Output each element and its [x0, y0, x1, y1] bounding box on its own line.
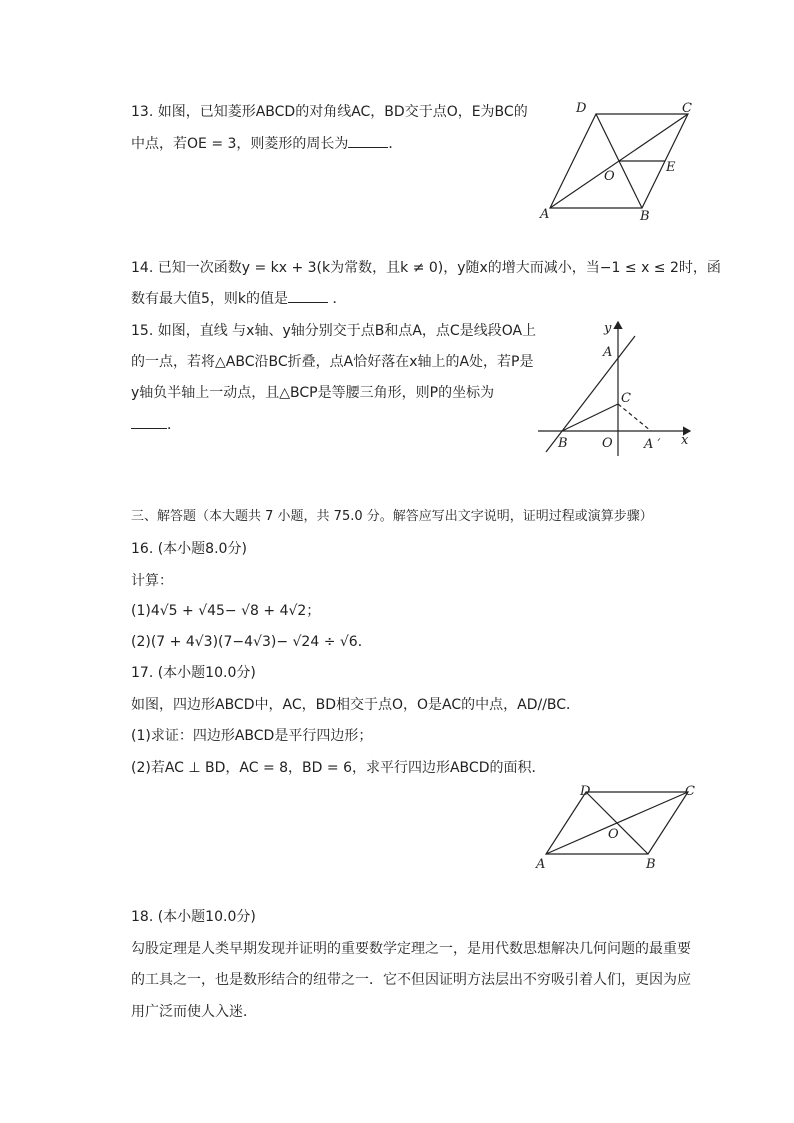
- q13-line2-text: 中点，若OE = 3，则菱形的周长为: [131, 136, 349, 152]
- q15-line2: 的一点，若将△ABC沿BC折叠，点A恰好落在x轴上的A处，若P是: [131, 354, 534, 370]
- label-x: x: [681, 433, 689, 448]
- q17-part2: (2)若AC ⊥ BD，AC = 8，BD = 6，求平行四边形ABCD的面积．: [131, 760, 546, 776]
- label-o: O: [608, 827, 619, 842]
- q15-line4: [131, 415, 181, 435]
- q14-line1: 14. 已知一次函数y = kx + 3(k为常数，且k ≠ 0)，y随x的增大而减小，当−1 ≤ x ≤ 2时，函: [131, 260, 721, 276]
- q18-line3: 用广泛而使人入迷．: [131, 1004, 257, 1020]
- q17-intro: 如图，四边形ABCD中，AC，BD相交于点O，O是AC的中点，AD//BC．: [131, 697, 581, 713]
- label-b: B: [646, 857, 656, 872]
- label-c: C: [621, 391, 631, 406]
- rhombus-figure: [536, 98, 706, 226]
- label-a: A: [540, 207, 550, 222]
- q13-line2: [131, 134, 402, 154]
- q13-answer-blank: [348, 135, 388, 148]
- q16-part1: (1)4√5 + √45− √8 + 4√2；: [131, 603, 321, 619]
- q17-header: 17. (本小题10.0分): [131, 665, 256, 681]
- q15-line1: 15. 如图，直线 与x轴、y轴分别交于点B和点A，点C是线段OA上: [131, 323, 537, 339]
- q13-line1: 13. 如图，已知菱形ABCD的对角线AC，BD交于点O，E为BC的: [131, 104, 528, 120]
- q16-part2: (2)(7 + 4√3)(7−4√3)− √24 ÷ √6．: [131, 634, 372, 650]
- diagonal-bd: [586, 792, 648, 854]
- q18-line2: 的工具之一，也是数形结合的纽带之一．它不但因证明方法层出不穷吸引着人们，更因为应: [131, 972, 691, 988]
- q15-line4-end: ．: [167, 417, 181, 433]
- label-a-prime: A ′: [644, 437, 661, 452]
- coordinate-figure: [538, 318, 698, 458]
- parallelogram-figure: [532, 780, 702, 876]
- label-b: B: [558, 436, 568, 451]
- label-o: O: [604, 169, 615, 184]
- q18-header: 18. (本小题10.0分): [131, 909, 256, 925]
- fold-segment-ca: [618, 404, 651, 431]
- q14-answer-blank: [288, 290, 328, 303]
- q14-line2-end: ．: [328, 291, 347, 307]
- label-a: A: [536, 857, 546, 872]
- label-e: E: [666, 160, 676, 175]
- label-d: D: [580, 784, 591, 799]
- q14-line2: [131, 289, 346, 309]
- q15-line3: y轴负半轴上一动点，且△BCP是等腰三角形，则P的坐标为: [131, 385, 495, 401]
- q15-answer-blank: [131, 416, 167, 429]
- q18-line1: 勾股定理是人类早期发现并证明的重要数学定理之一，是用代数思想解决几何问题的最重要: [131, 941, 691, 957]
- label-b: B: [640, 209, 650, 224]
- q17-part1: (1)求证：四边形ABCD是平行四边形；: [131, 728, 373, 744]
- q16-intro: 计算：: [131, 573, 173, 589]
- q14-line2-text: 数有最大值5，则k的值是: [131, 291, 289, 307]
- segment-bc: [562, 404, 618, 431]
- q16-header: 16. (本小题8.0分): [131, 541, 247, 557]
- label-d: D: [576, 101, 587, 116]
- section-title: 三、解答题（本大题共 7 小题，共 75.0 分。解答应写出文字说明，证明过程或演算步骤）: [131, 509, 653, 524]
- q13-line2-end: ．: [388, 136, 403, 152]
- label-c: C: [682, 101, 692, 116]
- label-c: C: [685, 784, 695, 799]
- label-a: A: [603, 345, 613, 360]
- label-y: y: [604, 321, 612, 336]
- label-o: O: [602, 436, 613, 451]
